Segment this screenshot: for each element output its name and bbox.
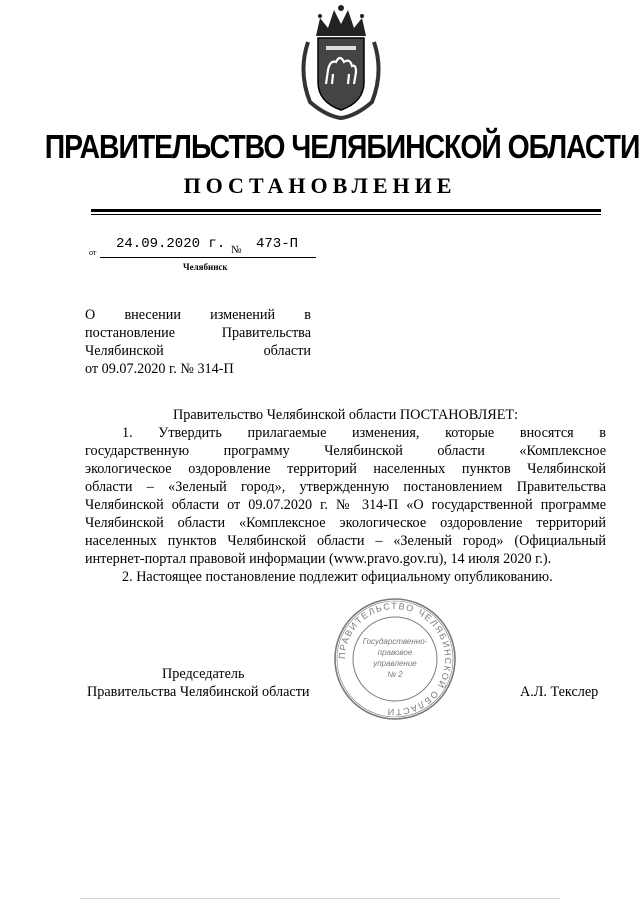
signatory-position-line1: Председатель xyxy=(162,666,245,682)
body-line: государственную программу Челябинской области «Комплексное xyxy=(85,443,606,459)
date-prefix-label: от xyxy=(89,248,97,257)
page-bottom-edge xyxy=(80,898,560,899)
coat-of-arms-emblem xyxy=(296,2,386,120)
subject-line: Челябинской области xyxy=(85,343,311,359)
body-line: экологическое оздоровление территорий населенных пунктов Челябинской xyxy=(85,461,606,477)
subject-line: О внесении изменений в xyxy=(85,307,311,323)
stamp-inner-line: правовое xyxy=(377,648,413,657)
body-line: 1. Утвердить прилагаемые изменения, которые вносятся в xyxy=(122,425,606,441)
stamp-inner-line: Государственно- xyxy=(362,637,428,646)
body-intro-line: Правительство Челябинской области ПОСТАНОВЛЯЕТ: xyxy=(172,407,519,423)
city-label: Челябинск xyxy=(183,262,228,272)
signatory-name: А.Л. Текслер xyxy=(520,684,599,700)
body-line: 2. Настоящее постановление подлежит официальному опубликованию. xyxy=(122,569,553,585)
number-sign-label: № xyxy=(231,244,242,256)
header-divider-thin xyxy=(91,214,601,215)
body-line: области – «Зеленый город», утвержденную постановлением Правительства xyxy=(85,479,606,495)
header-divider-thick xyxy=(91,209,601,212)
stamp-inner-line: управление xyxy=(373,659,417,668)
official-stamp xyxy=(332,596,458,722)
date-underline xyxy=(100,257,316,258)
body-line: Челябинской области «Комплексное экологическое оздоровление территорий xyxy=(85,515,606,531)
body-line: интернет-портал правовой информации (www.pravo.gov.ru), 14 июля 2020 г.). xyxy=(85,551,552,567)
resolution-body xyxy=(85,406,606,586)
stamp-inner-line: № 2 xyxy=(387,670,403,679)
stamp-outer-text: ПРАВИТЕЛЬСТВО ЧЕЛЯБИНСКОЙ ОБЛАСТИ xyxy=(336,600,454,718)
body-line: населенных пунктов Челябинской области – «Зеленый город» (Официальный xyxy=(85,533,606,549)
subject-line: от 09.07.2020 г. № 314-П xyxy=(85,361,234,377)
government-title: ПРАВИТЕЛЬСТВО ЧЕЛЯБИНСКОЙ ОБЛАСТИ xyxy=(44,128,640,165)
subject-block xyxy=(85,306,311,378)
body-line: Челябинской области от 09.07.2020 г. № 314-П «О государственной программе xyxy=(85,497,606,513)
document-number: 473-П xyxy=(256,236,299,252)
document-type-title: ПОСТАНОВЛЕНИЕ xyxy=(183,173,457,198)
subject-line: постановление Правительства xyxy=(85,325,311,341)
signatory-position-line2: Правительства Челябинской области xyxy=(87,684,310,700)
document-date: 24.09.2020 г. xyxy=(116,236,226,252)
